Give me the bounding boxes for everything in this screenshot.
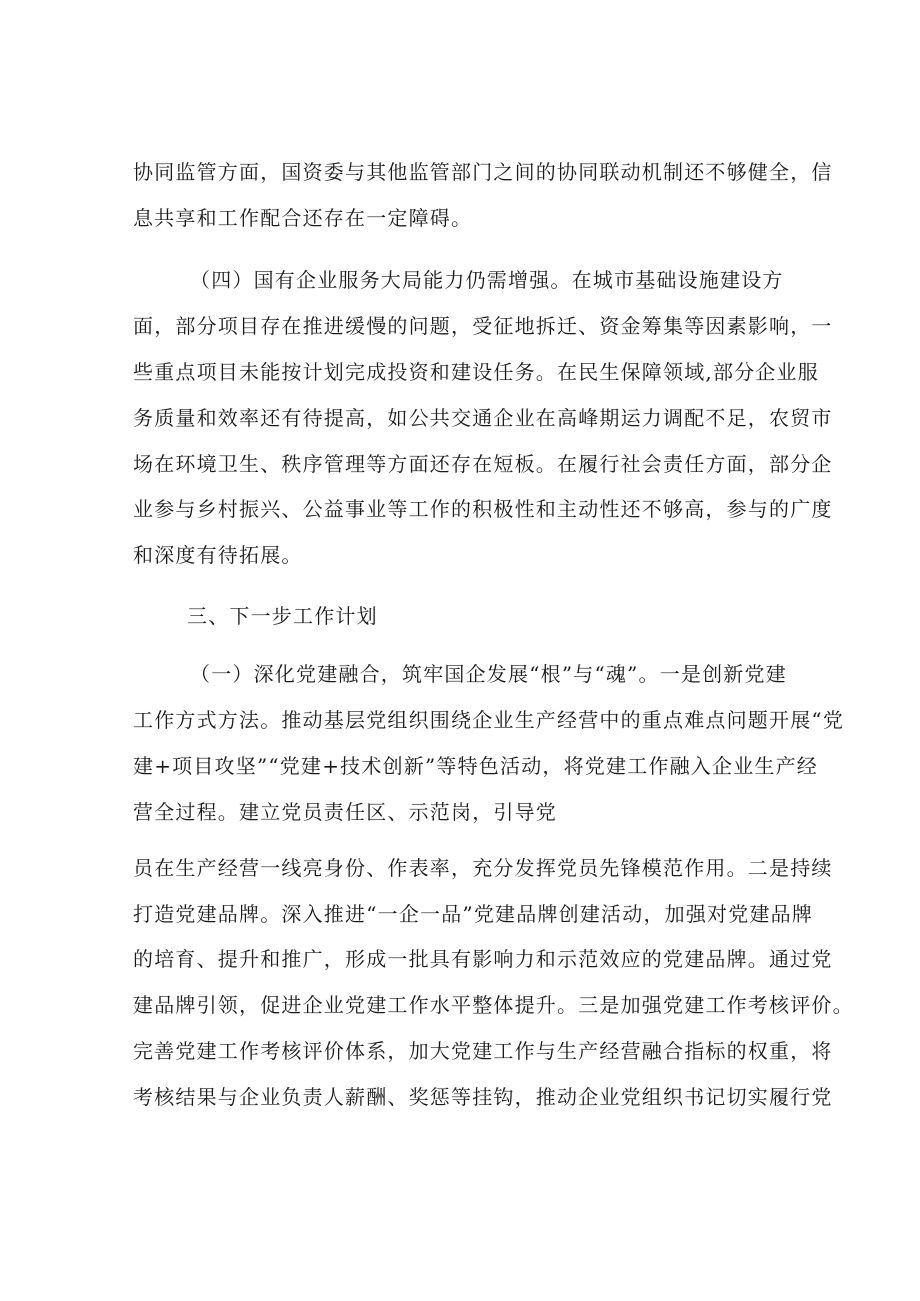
text-line-17: 的培育、提升和推广，形成一批具有影响力和示范效应的党建品牌。通过党: [133, 947, 833, 971]
text-line-8: 业参与乡村振兴、公益事业等工作的积极性和主动性还不够高，参与的广度: [133, 497, 833, 521]
text-line-15: 员在生产经营一线亮身份、作表率，充分发挥党员先锋模范作用。二是持续: [133, 856, 833, 880]
paragraph-heading-4: （四）国有企业服务大局能力仍需增强。在城市基础设施建设方: [190, 268, 784, 292]
text-line-5: 些重点项目未能按计划完成投资和建设任务。在民生保障领域,部分企业服: [133, 360, 819, 384]
section-heading-3: 三、下一步工作计划: [187, 604, 378, 628]
text-line-20: 考核结果与企业负责人薪酬、奖惩等挂钩，推动企业党组织书记切实履行党: [133, 1085, 833, 1109]
text-line-1: 协同监管方面，国资委与其他监管部门之间的协同联动机制还不够健全，信: [133, 160, 833, 184]
text-line-9: 和深度有待拓展。: [133, 543, 303, 567]
text-line-12: 工作方式方法。推动基层党组织围绕企业生产经营中的重点难点问题开展“党: [133, 708, 845, 732]
text-line-16: 打造党建品牌。深入推进“一企一品”党建品牌创建活动，加强对党建品牌: [133, 902, 814, 926]
text-line-18: 建品牌引领，促进企业党建工作水平整体提升。三是加强党建工作考核评价。: [133, 993, 854, 1017]
text-line-2: 息共享和工作配合还存在一定障碍。: [133, 206, 473, 230]
paragraph-heading-1: （一）深化党建融合，筑牢国企发展“根”与“魂”。一是创新党建: [190, 662, 787, 686]
text-line-7: 场在环境卫生、秩序管理等方面还存在短板。在履行社会责任方面，部分企: [133, 452, 833, 476]
text-line-13: 建+项目攻坚”“党建+技术创新”等特色活动，将党建工作融入企业生产经: [133, 754, 818, 778]
text-line-19: 完善党建工作考核评价体系，加大党建工作与生产经营融合指标的权重，将: [133, 1039, 833, 1063]
text-line-14: 营全过程。建立党员责任区、示范岗，引导党: [133, 800, 557, 824]
text-line-4: 面，部分项目存在推进缓慢的问题，受征地拆迁、资金筹集等因素影响，一: [133, 314, 833, 338]
text-line-6: 务质量和效率还有待提高，如公共交通企业在高峰期运力调配不足，农贸市: [133, 406, 833, 430]
